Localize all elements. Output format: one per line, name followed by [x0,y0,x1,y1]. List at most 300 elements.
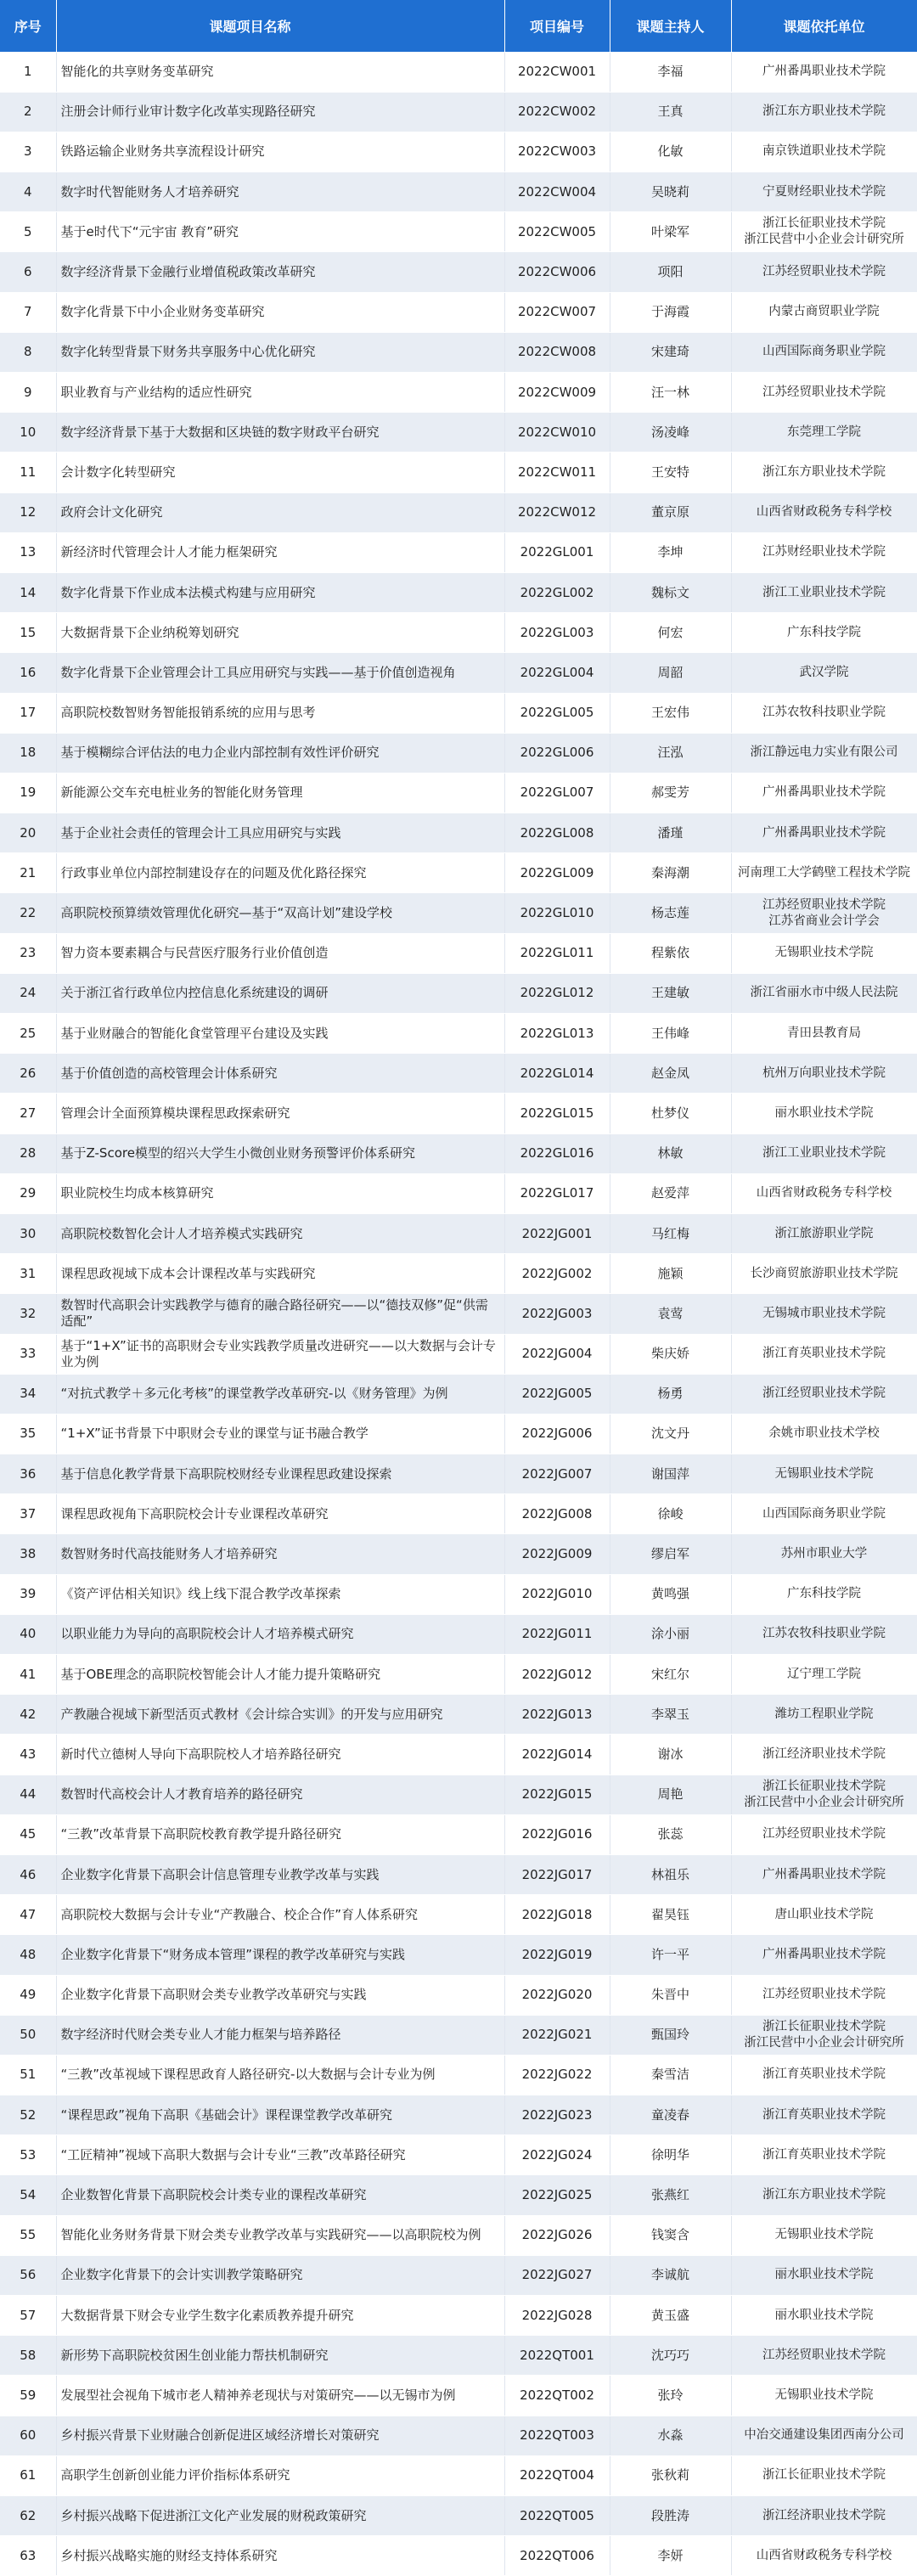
project-title: 智力资本要素耦合与民营医疗服务行业价值创造 [56,933,504,973]
project-code: 2022GL015 [504,1094,610,1133]
project-unit: 唐山职业技术学院 [731,1895,917,1935]
project-unit: 浙江育英职业技术学院 [731,2135,917,2175]
project-host: 董京原 [610,492,731,532]
table-row [0,92,917,132]
project-code: 2022GL007 [504,773,610,813]
project-code: 2022CW001 [504,52,610,92]
row-number: 29 [0,1173,56,1213]
table-row [0,1334,917,1374]
project-title: 数字化背景下作业成本法模式构建与应用研究 [56,572,504,612]
table-row [0,1133,917,1173]
header-title: 课题项目名称 [56,0,504,52]
project-unit: 江苏经贸职业技术学院 江苏省商业会计学会 [731,893,917,933]
table-row [0,893,917,933]
project-code: 2022CW010 [504,413,610,453]
project-title: 行政事业单位内部控制建设存在的问题及优化路径探究 [56,853,504,893]
project-title: 关于浙江省行政单位内控信息化系统建设的调研 [56,973,504,1013]
table-row [0,733,917,773]
table-row [0,2135,917,2175]
project-host: 许一平 [610,1935,731,1975]
project-title: 乡村振兴背景下业财融合创新促进区域经济增长对策研究 [56,2416,504,2455]
row-number: 31 [0,1254,56,1294]
project-host: 何宏 [610,613,731,653]
project-host: 李翠玉 [610,1695,731,1735]
project-code: 2022JG017 [504,1854,610,1894]
project-unit: 浙江工业职业技术学院 [731,1133,917,1173]
project-title: 基于e时代下“元宇宙 教育”研究 [56,212,504,252]
row-number: 10 [0,413,56,453]
row-number: 45 [0,1814,56,1854]
table-row [0,653,917,693]
row-number: 55 [0,2215,56,2255]
project-host: 王真 [610,92,731,132]
project-code: 2022GL016 [504,1133,610,1173]
table-row [0,212,917,252]
project-code: 2022GL001 [504,532,610,572]
table-row [0,1534,917,1574]
project-host: 杜梦仪 [610,1094,731,1133]
row-number: 14 [0,572,56,612]
project-code: 2022CW011 [504,453,610,492]
project-code: 2022GL012 [504,973,610,1013]
row-number: 37 [0,1494,56,1534]
row-number: 18 [0,733,56,773]
project-host: 柴庆娇 [610,1334,731,1374]
project-host: 秦雪洁 [610,2055,731,2095]
project-unit: 东莞理工学院 [731,413,917,453]
project-host: 钱窦含 [610,2215,731,2255]
project-title: 职业院校生均成本核算研究 [56,1173,504,1213]
row-number: 39 [0,1574,56,1614]
project-code: 2022CW005 [504,212,610,252]
header-unit: 课题依托单位 [731,0,917,52]
project-host: 段胜涛 [610,2495,731,2535]
project-code: 2022JG024 [504,2135,610,2175]
row-number: 9 [0,373,56,413]
project-code: 2022JG023 [504,2095,610,2135]
project-title: 数智时代高校会计人才教育培养的路径研究 [56,1775,504,1814]
row-number: 4 [0,172,56,212]
table-row [0,2376,917,2416]
project-unit: 浙江长征职业技术学院 [731,2455,917,2495]
table-header [0,0,917,52]
project-title: 大数据背景下财会专业学生数字化素质教养提升研究 [56,2296,504,2336]
project-code: 2022CW007 [504,292,610,332]
table-row [0,1054,917,1094]
table-row [0,1814,917,1854]
row-number: 25 [0,1014,56,1054]
project-unit: 江苏经贸职业技术学院 [731,1975,917,2015]
project-unit: 辽宁理工学院 [731,1655,917,1695]
header-no: 序号 [0,0,56,52]
row-number: 51 [0,2055,56,2095]
project-title: 新形势下高职院校贫困生创业能力帮扶机制研究 [56,2336,504,2376]
project-unit: 浙江经济职业技术学院 [731,1735,917,1775]
project-code: 2022GL011 [504,933,610,973]
row-number: 30 [0,1213,56,1253]
project-code: 2022JG008 [504,1494,610,1534]
project-code: 2022GL013 [504,1014,610,1054]
project-host: 徐峻 [610,1494,731,1534]
project-unit: 广东科技学院 [731,1574,917,1614]
project-title: 数智时代高职会计实践教学与德育的融合路径研究——以“德技双修”促“供需适配” [56,1294,504,1334]
project-code: 2022JG005 [504,1374,610,1414]
row-number: 53 [0,2135,56,2175]
project-host: 沈巧巧 [610,2336,731,2376]
project-unit: 河南理工大学鹤壁工程技术学院 [731,853,917,893]
project-code: 2022JG027 [504,2255,610,2295]
project-unit: 浙江东方职业技术学院 [731,92,917,132]
project-host: 朱晋中 [610,1975,731,2015]
project-code: 2022CW002 [504,92,610,132]
project-unit: 山西国际商务职业学院 [731,332,917,372]
table-row [0,2296,917,2336]
row-number: 48 [0,1935,56,1975]
project-unit: 浙江育英职业技术学院 [731,1334,917,1374]
row-number: 52 [0,2095,56,2135]
project-title: 大数据背景下企业纳税筹划研究 [56,613,504,653]
row-number: 6 [0,252,56,292]
project-unit: 内蒙古商贸职业学院 [731,292,917,332]
project-title: 企业数字化背景下的会计实训教学策略研究 [56,2255,504,2295]
table-row [0,252,917,292]
table-row [0,1094,917,1133]
project-unit: 浙江静远电力实业有限公司 [731,733,917,773]
row-number: 22 [0,893,56,933]
row-number: 43 [0,1735,56,1775]
project-unit: 广州番禺职业技术学院 [731,773,917,813]
row-number: 21 [0,853,56,893]
project-host: 秦海潮 [610,853,731,893]
project-host: 张玲 [610,2376,731,2416]
project-code: 2022JG020 [504,1975,610,2015]
project-host: 王建敏 [610,973,731,1013]
project-code: 2022QT006 [504,2536,610,2576]
project-host: 潘瑾 [610,813,731,853]
project-unit: 杭州万向职业技术学院 [731,1054,917,1094]
project-host: 张燕红 [610,2175,731,2215]
project-host: 翟昊钰 [610,1895,731,1935]
table-row [0,492,917,532]
project-unit: 江苏农牧科技职业学院 [731,1614,917,1654]
project-host: 汪一林 [610,373,731,413]
project-title: 企业数字化背景下高职会计信息管理专业教学改革与实践 [56,1854,504,1894]
project-unit: 江苏经贸职业技术学院 [731,252,917,292]
project-title: 管理会计全面预算模块课程思政探索研究 [56,1094,504,1133]
row-number: 56 [0,2255,56,2295]
project-unit: 广州番禺职业技术学院 [731,1854,917,1894]
project-title: 以职业能力为导向的高职院校会计人才培养模式研究 [56,1614,504,1654]
project-title: 基于“1+X”证书的高职财会专业实践教学质量改进研究——以大数据与会计专业为例 [56,1334,504,1374]
row-number: 47 [0,1895,56,1935]
row-number: 5 [0,212,56,252]
project-unit: 浙江旅游职业学院 [731,1213,917,1253]
project-host: 李福 [610,52,731,92]
table-row [0,2215,917,2255]
row-number: 3 [0,132,56,172]
project-title: 数字化转型背景下财务共享服务中心优化研究 [56,332,504,372]
project-title: 会计数字化转型研究 [56,453,504,492]
table-row [0,1574,917,1614]
project-host: 赵金凤 [610,1054,731,1094]
project-unit: 南京铁道职业技术学院 [731,132,917,172]
row-number: 26 [0,1054,56,1094]
project-host: 林祖乐 [610,1854,731,1894]
project-code: 2022GL017 [504,1173,610,1213]
row-number: 19 [0,773,56,813]
project-code: 2022JG011 [504,1614,610,1654]
row-number: 1 [0,52,56,92]
project-unit: 浙江经济职业技术学院 [731,2495,917,2535]
project-unit: 无锡职业技术学院 [731,1454,917,1494]
project-code: 2022GL003 [504,613,610,653]
row-number: 38 [0,1534,56,1574]
project-code: 2022JG004 [504,1334,610,1374]
project-unit: 广州番禺职业技术学院 [731,1935,917,1975]
row-number: 2 [0,92,56,132]
project-code: 2022GL002 [504,572,610,612]
table-row [0,572,917,612]
header-host: 课题主持人 [610,0,731,52]
row-number: 12 [0,492,56,532]
project-title: 数字经济背景下基于大数据和区块链的数字财政平台研究 [56,413,504,453]
table-row [0,2455,917,2495]
project-host: 缪启军 [610,1534,731,1574]
row-number: 24 [0,973,56,1013]
row-number: 11 [0,453,56,492]
table-row [0,2095,917,2135]
project-title: 数字时代智能财务人才培养研究 [56,172,504,212]
project-title: 注册会计师行业审计数字化改革实现路径研究 [56,92,504,132]
project-unit: 无锡职业技术学院 [731,933,917,973]
project-title: 数字化背景下中小企业财务变革研究 [56,292,504,332]
row-number: 17 [0,693,56,733]
project-host: 施颖 [610,1254,731,1294]
table-row [0,532,917,572]
row-number: 61 [0,2455,56,2495]
row-number: 40 [0,1614,56,1654]
project-host: 李妍 [610,2536,731,2576]
project-code: 2022JG018 [504,1895,610,1935]
table-row [0,933,917,973]
row-number: 60 [0,2416,56,2455]
project-host: 汤凌峰 [610,413,731,453]
project-title: “三教”改革背景下高职院校教育教学提升路径研究 [56,1814,504,1854]
row-number: 27 [0,1094,56,1133]
project-unit: 江苏经贸职业技术学院 [731,1814,917,1854]
row-number: 33 [0,1334,56,1374]
project-code: 2022CW004 [504,172,610,212]
project-code: 2022JG006 [504,1414,610,1454]
project-host: 魏标文 [610,572,731,612]
project-code: 2022GL014 [504,1054,610,1094]
project-title: 基于价值创造的高校管理会计体系研究 [56,1054,504,1094]
project-host: 黄玉盛 [610,2296,731,2336]
project-host: 甄国玲 [610,2015,731,2055]
project-host: 马红梅 [610,1213,731,1253]
row-number: 57 [0,2296,56,2336]
project-unit: 武汉学院 [731,653,917,693]
table-row [0,1213,917,1253]
project-title: 企业数智化背景下高职院校会计类专业的课程改革研究 [56,2175,504,2215]
project-code: 2022CW012 [504,492,610,532]
project-unit: 青田县教育局 [731,1014,917,1054]
table-row [0,1254,917,1294]
project-code: 2022JG003 [504,1294,610,1334]
project-title: 高职学生创新创业能力评价指标体系研究 [56,2455,504,2495]
project-title: 政府会计文化研究 [56,492,504,532]
project-title: 《资产评估相关知识》线上线下混合教学改革探索 [56,1574,504,1614]
row-number: 42 [0,1695,56,1735]
project-unit: 广东科技学院 [731,613,917,653]
project-code: 2022JG015 [504,1775,610,1814]
table-row [0,1695,917,1735]
project-host: 郝雯芳 [610,773,731,813]
project-code: 2022JG021 [504,2015,610,2055]
project-unit: 江苏经贸职业技术学院 [731,373,917,413]
project-title: 智能化的共享财务变革研究 [56,52,504,92]
project-host: 谢冰 [610,1735,731,1775]
project-title: 数字化背景下企业管理会计工具应用研究与实践——基于价值创造视角 [56,653,504,693]
row-number: 7 [0,292,56,332]
table-row [0,1014,917,1054]
row-number: 28 [0,1133,56,1173]
project-host: 宋红尔 [610,1655,731,1695]
project-code: 2022QT005 [504,2495,610,2535]
project-title: 高职院校数智化会计人才培养模式实践研究 [56,1213,504,1253]
table-row [0,1935,917,1975]
row-number: 36 [0,1454,56,1494]
project-host: 沈文丹 [610,1414,731,1454]
project-title: 数字经济时代财会类专业人才能力框架与培养路径 [56,2015,504,2055]
project-host: 汪泓 [610,733,731,773]
project-title: “1+X”证书背景下中职财会专业的课堂与证书融合教学 [56,1414,504,1454]
project-title: 高职院校预算绩效管理优化研究—基于“双高计划”建设学校 [56,893,504,933]
project-unit: 山西省财政税务专科学校 [731,2536,917,2576]
project-host: 谢国萍 [610,1454,731,1494]
project-host: 林敏 [610,1133,731,1173]
row-number: 15 [0,613,56,653]
table-row [0,1374,917,1414]
project-unit: 浙江长征职业技术学院 浙江民营中小企业会计研究所 [731,2015,917,2055]
project-code: 2022JG026 [504,2215,610,2255]
project-host: 叶梁军 [610,212,731,252]
row-number: 54 [0,2175,56,2215]
project-host: 周艳 [610,1775,731,1814]
project-host: 吴晓莉 [610,172,731,212]
project-code: 2022QT004 [504,2455,610,2495]
project-host: 程紫依 [610,933,731,973]
project-unit: 江苏财经职业技术学院 [731,532,917,572]
project-code: 2022QT003 [504,2416,610,2455]
table-row [0,1173,917,1213]
project-code: 2022GL005 [504,693,610,733]
project-code: 2022JG002 [504,1254,610,1294]
project-title: 基于信息化教学背景下高职院校财经专业课程思政建设探索 [56,1454,504,1494]
row-number: 32 [0,1294,56,1334]
project-title: 乡村振兴战略实施的财经支持体系研究 [56,2536,504,2576]
table-row [0,1454,917,1494]
project-unit: 广州番禺职业技术学院 [731,813,917,853]
project-code: 2022JG028 [504,2296,610,2336]
row-number: 62 [0,2495,56,2535]
project-host: 王伟峰 [610,1014,731,1054]
table-row [0,172,917,212]
project-title: 企业数字化背景下高职财会类专业教学改革研究与实践 [56,1975,504,2015]
project-unit: 山西省财政税务专科学校 [731,492,917,532]
header-code: 项目编号 [504,0,610,52]
project-unit: 丽水职业技术学院 [731,2296,917,2336]
row-number: 8 [0,332,56,372]
table-row [0,1775,917,1814]
project-title: 高职院校数智财务智能报销系统的应用与思考 [56,693,504,733]
row-number: 20 [0,813,56,853]
project-code: 2022GL004 [504,653,610,693]
table-row [0,853,917,893]
table-row [0,1414,917,1454]
project-host: 项阳 [610,252,731,292]
project-title: 基于业财融合的智能化食堂管理平台建设及实践 [56,1014,504,1054]
table-row [0,292,917,332]
table-row [0,52,917,92]
project-unit: 江苏经贸职业技术学院 [731,2336,917,2376]
row-number: 41 [0,1655,56,1695]
project-host: 张蕊 [610,1814,731,1854]
project-unit: 浙江省丽水市中级人民法院 [731,973,917,1013]
table-row [0,2416,917,2455]
table-row [0,332,917,372]
project-title: 数字经济背景下金融行业增值税政策改革研究 [56,252,504,292]
project-host: 徐明华 [610,2135,731,2175]
project-host: 童凌春 [610,2095,731,2135]
table-row [0,2055,917,2095]
table-row [0,1494,917,1534]
project-unit: 浙江经贸职业技术学院 [731,1374,917,1414]
project-code: 2022JG001 [504,1213,610,1253]
project-unit: 浙江长征职业技术学院 浙江民营中小企业会计研究所 [731,212,917,252]
project-code: 2022CW006 [504,252,610,292]
project-host: 于海霞 [610,292,731,332]
project-code: 2022JG014 [504,1735,610,1775]
table-row [0,973,917,1013]
project-title: 铁路运输企业财务共享流程设计研究 [56,132,504,172]
project-code: 2022JG007 [504,1454,610,1494]
project-unit: 江苏农牧科技职业学院 [731,693,917,733]
project-code: 2022QT001 [504,2336,610,2376]
project-code: 2022JG016 [504,1814,610,1854]
table-row [0,813,917,853]
project-host: 化敏 [610,132,731,172]
project-title: 企业数字化背景下“财务成本管理”课程的教学改革研究与实践 [56,1935,504,1975]
project-host: 张秋莉 [610,2455,731,2495]
table-row [0,1854,917,1894]
table-row [0,693,917,733]
project-host: 袁莺 [610,1294,731,1334]
project-title: 课程思政视角下高职院校会计专业课程改革研究 [56,1494,504,1534]
table-row [0,373,917,413]
row-number: 35 [0,1414,56,1454]
project-title: 乡村振兴战略下促进浙江文化产业发展的财税政策研究 [56,2495,504,2535]
project-title: 数智财务时代高技能财务人才培养研究 [56,1534,504,1574]
project-title: 职业教育与产业结构的适应性研究 [56,373,504,413]
table-row [0,613,917,653]
header-row [0,0,917,52]
table-row [0,1975,917,2015]
project-code: 2022JG012 [504,1655,610,1695]
project-code: 2022CW003 [504,132,610,172]
project-unit: 浙江工业职业技术学院 [731,572,917,612]
table-row [0,413,917,453]
